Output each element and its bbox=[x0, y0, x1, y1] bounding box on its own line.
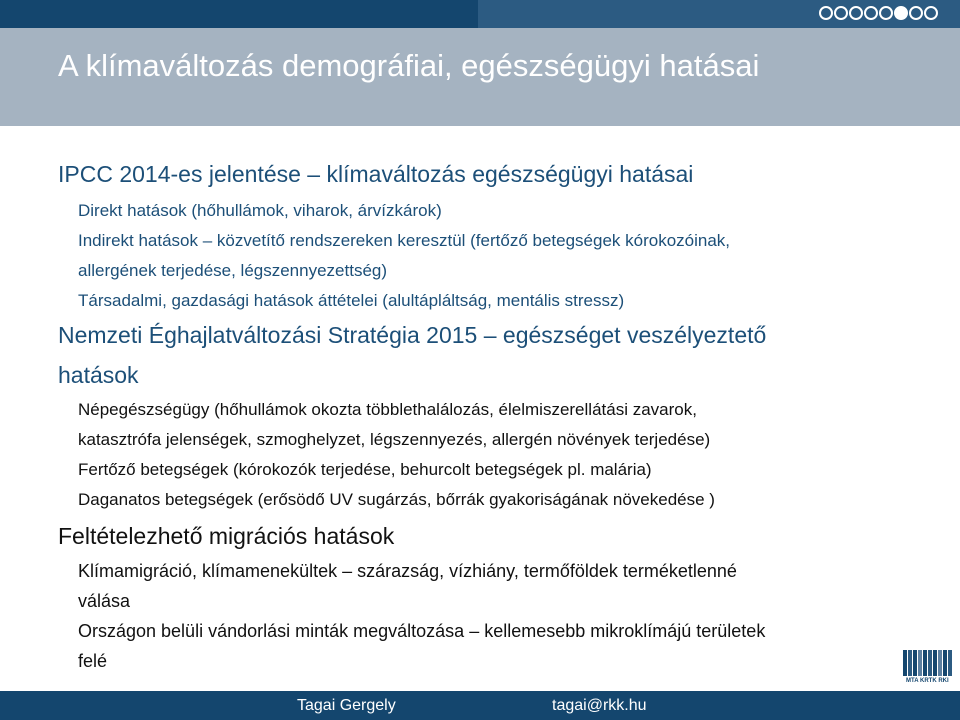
list-item: Társadalmi, gazdasági hatások áttételei (alultápláltság, mentális stressz) bbox=[78, 291, 625, 310]
progress-dot-icon bbox=[894, 6, 908, 20]
institute-logo-icon bbox=[903, 646, 953, 692]
progress-dot-icon bbox=[924, 6, 938, 20]
progress-dot-icon bbox=[834, 6, 848, 20]
page-title: A klímaváltozás demográfiai, egészségügyi hatásai bbox=[58, 48, 760, 83]
progress-dot-icon bbox=[864, 6, 878, 20]
progress-dot-icon bbox=[819, 6, 833, 20]
section-heading-migration: Feltételezhető migrációs hatások bbox=[58, 523, 395, 549]
top-bar-left bbox=[0, 0, 478, 28]
list-item: Indirekt hatások – közvetítő rendszereken keresztül (fertőző betegségek kórokozóinak, bbox=[78, 231, 731, 250]
list-item: válása bbox=[78, 591, 131, 611]
footer-bar bbox=[0, 691, 960, 720]
slide-progress-dots bbox=[819, 6, 938, 20]
list-item: Népegészségügy (hőhullámok okozta többlethalálozás, élelmiszerellátási zavarok, bbox=[78, 400, 697, 419]
list-item: Klímamigráció, klímamenekültek – szárazság, vízhiány, termőföldek terméketlenné bbox=[78, 561, 737, 581]
progress-dot-icon bbox=[879, 6, 893, 20]
list-item: allergének terjedése, légszennyezettség) bbox=[78, 261, 388, 280]
section-heading-nes-line1: Nemzeti Éghajlatváltozási Stratégia 2015 – egészséget veszélyeztető bbox=[58, 322, 767, 348]
footer-email: tagai@rkk.hu bbox=[552, 697, 647, 714]
list-item: Országon belüli vándorlási minták megváltozása – kellemesebb mikroklímájú területek bbox=[78, 621, 766, 641]
list-item: Daganatos betegségek (erősödő UV sugárzás, bőrrák gyakoriságának növekedése ) bbox=[78, 490, 715, 509]
logo-text: MTA KRTK RKI bbox=[906, 678, 949, 684]
progress-dot-icon bbox=[849, 6, 863, 20]
list-item: Fertőző betegségek (kórokozók terjedése, behurcolt betegségek pl. malária) bbox=[78, 460, 652, 479]
section-heading-nes-line2: hatások bbox=[58, 362, 139, 388]
footer-author: Tagai Gergely bbox=[297, 697, 396, 714]
list-item: felé bbox=[78, 651, 108, 671]
list-item: Direkt hatások (hőhullámok, viharok, árvízkárok) bbox=[78, 201, 442, 220]
list-item: katasztrófa jelenségek, szmoghelyzet, légszennyezés, allergén növények terjedése) bbox=[78, 430, 711, 449]
section-heading-ipcc: IPCC 2014-es jelentése – klímaváltozás egészségügyi hatásai bbox=[58, 161, 694, 187]
progress-dot-icon bbox=[909, 6, 923, 20]
